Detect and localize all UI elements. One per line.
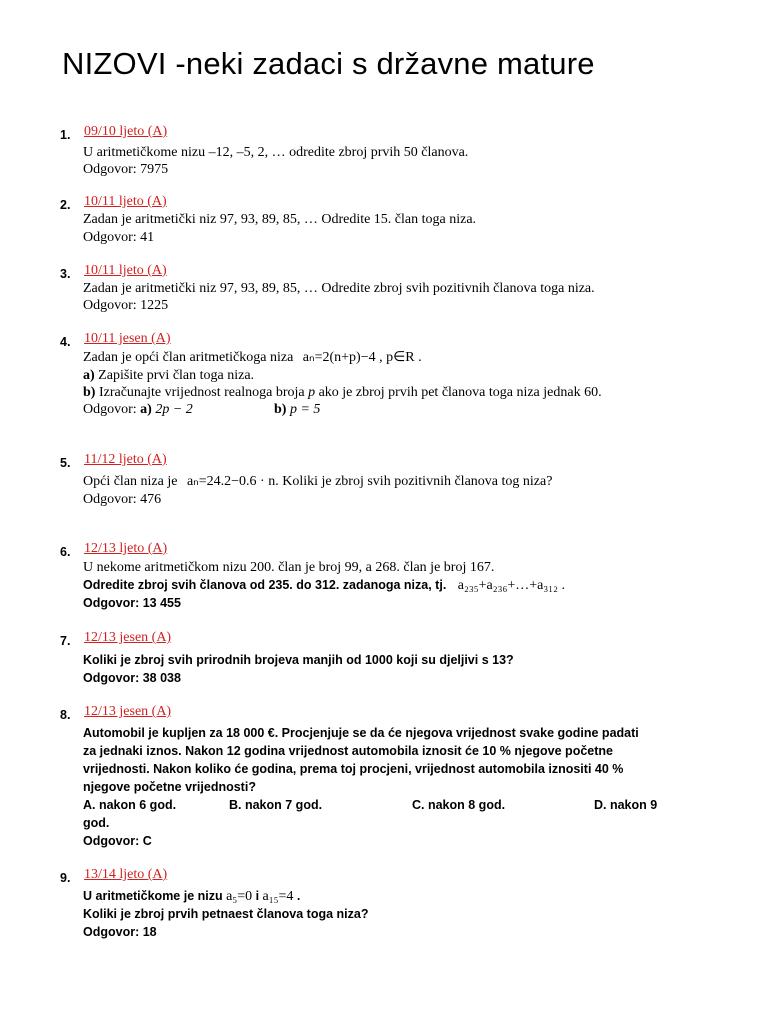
task-text: vrijednosti. Nakon koliko će godina, prema toj procjeni, vrijednost automobila iznositi 40 %	[83, 762, 624, 776]
task-number: 5.	[60, 456, 71, 470]
task-number: 3.	[60, 267, 71, 281]
option-b	[229, 797, 322, 814]
task-text	[83, 473, 552, 490]
task-text: U nekome aritmetičkom nizu 200. član je broj 99, a 268. član je broj 167.	[83, 560, 495, 575]
option-label: A.	[83, 798, 96, 812]
task-source-heading: 09/10 ljeto (A)	[84, 124, 168, 139]
option-c	[412, 797, 505, 814]
variable: p	[308, 385, 316, 400]
task-answer: Odgovor: 18	[83, 925, 157, 939]
task-source-heading: 11/12 ljeto (A)	[84, 452, 167, 467]
task-source-heading: 12/13 jesen (A)	[84, 630, 172, 645]
task-text-part: i	[252, 889, 263, 903]
task-text	[83, 888, 300, 905]
formula: aₙ=24.2−0.6 · n.	[186, 474, 279, 489]
task-answer: Odgovor: C	[83, 834, 152, 848]
subquestion-label: b)	[83, 385, 96, 400]
task-text	[83, 577, 565, 594]
task-number: 7.	[60, 634, 71, 648]
task-answer: Odgovor: 13 455	[83, 596, 181, 610]
task-text: Automobil je kupljen za 18 000 €. Procjenjuje se da će njegova vrijednost svake godine padati	[83, 726, 639, 740]
task-source-heading: 12/13 ljeto (A)	[84, 541, 168, 556]
subquestion-text: Zapišite prvi član toga niza.	[94, 368, 255, 383]
task-answer: Odgovor: 476	[83, 492, 162, 507]
option-label: D.	[594, 798, 607, 812]
answer-part-value: p = 5	[286, 402, 321, 417]
task-number: 4.	[60, 335, 71, 349]
task-number: 2.	[60, 198, 71, 212]
task-text-part: U aritmetičkome je nizu	[83, 889, 223, 903]
task-text: Koliki je zbroj svih prirodnih brojeva manjih od 1000 koji su djeljivi s 13?	[83, 653, 514, 667]
task-subquestion-a	[83, 367, 254, 384]
task-answer	[83, 401, 193, 418]
task-text	[83, 349, 422, 366]
answer-part-label: b)	[274, 402, 287, 417]
task-text: Koliki je zbroj prvih petnaest članova toga niza?	[83, 907, 369, 921]
task-source-heading: 12/13 jesen (A)	[84, 704, 172, 719]
option-a	[83, 797, 176, 814]
option-label: C.	[412, 798, 425, 812]
task-answer: Odgovor: 7975	[83, 162, 169, 177]
formula: a₂₃₅+a₂₃₆+…+a₃₁₂ .	[457, 578, 566, 593]
task-answer: Odgovor: 38 038	[83, 671, 181, 685]
task-subquestion-b	[83, 384, 602, 401]
task-number: 1.	[60, 128, 71, 142]
subquestion-text: ako je zbroj prvih pet članova toga niza jednak 60.	[315, 385, 602, 400]
formula: a₁₅=4	[262, 889, 294, 904]
task-number: 6.	[60, 545, 71, 559]
page-title: NIZOVI -neki zadaci s državne mature	[62, 46, 595, 81]
option-label: B.	[229, 798, 242, 812]
task-text: za jednaki iznos. Nakon 12 godina vrijednost automobila iznosit će 10 % njegove početne	[83, 744, 613, 758]
task-text: U aritmetičkome nizu –12, –5, 2, … odredite zbroj prvih 50 članova.	[83, 145, 469, 160]
task-answer: Odgovor: 41	[83, 230, 155, 245]
formula: aₙ=2(n+p)−4 , p∈R .	[302, 350, 422, 365]
task-number: 9.	[60, 871, 71, 885]
task-source-heading: 13/14 ljeto (A)	[84, 867, 168, 882]
option-text: nakon 6 god.	[95, 798, 177, 812]
task-source-heading: 10/11 ljeto (A)	[84, 194, 167, 209]
answer-label: Odgovor:	[83, 402, 141, 417]
task-answer-b	[274, 401, 320, 418]
task-text: njegove početne vrijednosti?	[83, 780, 256, 794]
task-text: Zadan je aritmetički niz 97, 93, 89, 85, … Odredite 15. član toga niza.	[83, 212, 477, 227]
option-wrap: god.	[83, 816, 110, 830]
task-source-heading: 10/11 ljeto (A)	[84, 263, 167, 278]
task-text-part: Odredite zbroj svih članova od 235. do 312. zadanoga niza, tj.	[83, 578, 447, 592]
subquestion-label: a)	[83, 368, 95, 383]
option-text: nakon 7 god.	[241, 798, 323, 812]
answer-part-label: a)	[140, 402, 152, 417]
task-number: 8.	[60, 708, 71, 722]
task-text: Zadan je aritmetički niz 97, 93, 89, 85, … Odredite zbroj svih pozitivnih članova toga niza.	[83, 281, 595, 296]
answer-part-value: 2p − 2	[151, 402, 193, 417]
option-d	[594, 797, 657, 814]
task-text-part: Opći član niza je	[83, 474, 178, 489]
task-source-heading: 10/11 jesen (A)	[84, 331, 171, 346]
task-text-part: Koliki je zbroj svih pozitivnih članova tog niza?	[278, 474, 553, 489]
task-answer: Odgovor: 1225	[83, 298, 169, 313]
subquestion-text: Izračunajte vrijednost realnoga broja	[95, 385, 309, 400]
task-text-part: .	[293, 889, 301, 903]
formula: a₅=0	[226, 889, 253, 904]
option-text: nakon 9	[606, 798, 658, 812]
option-text: nakon 8 god.	[424, 798, 506, 812]
task-text-part: Zadan je opći član aritmetičkoga niza	[83, 350, 294, 365]
